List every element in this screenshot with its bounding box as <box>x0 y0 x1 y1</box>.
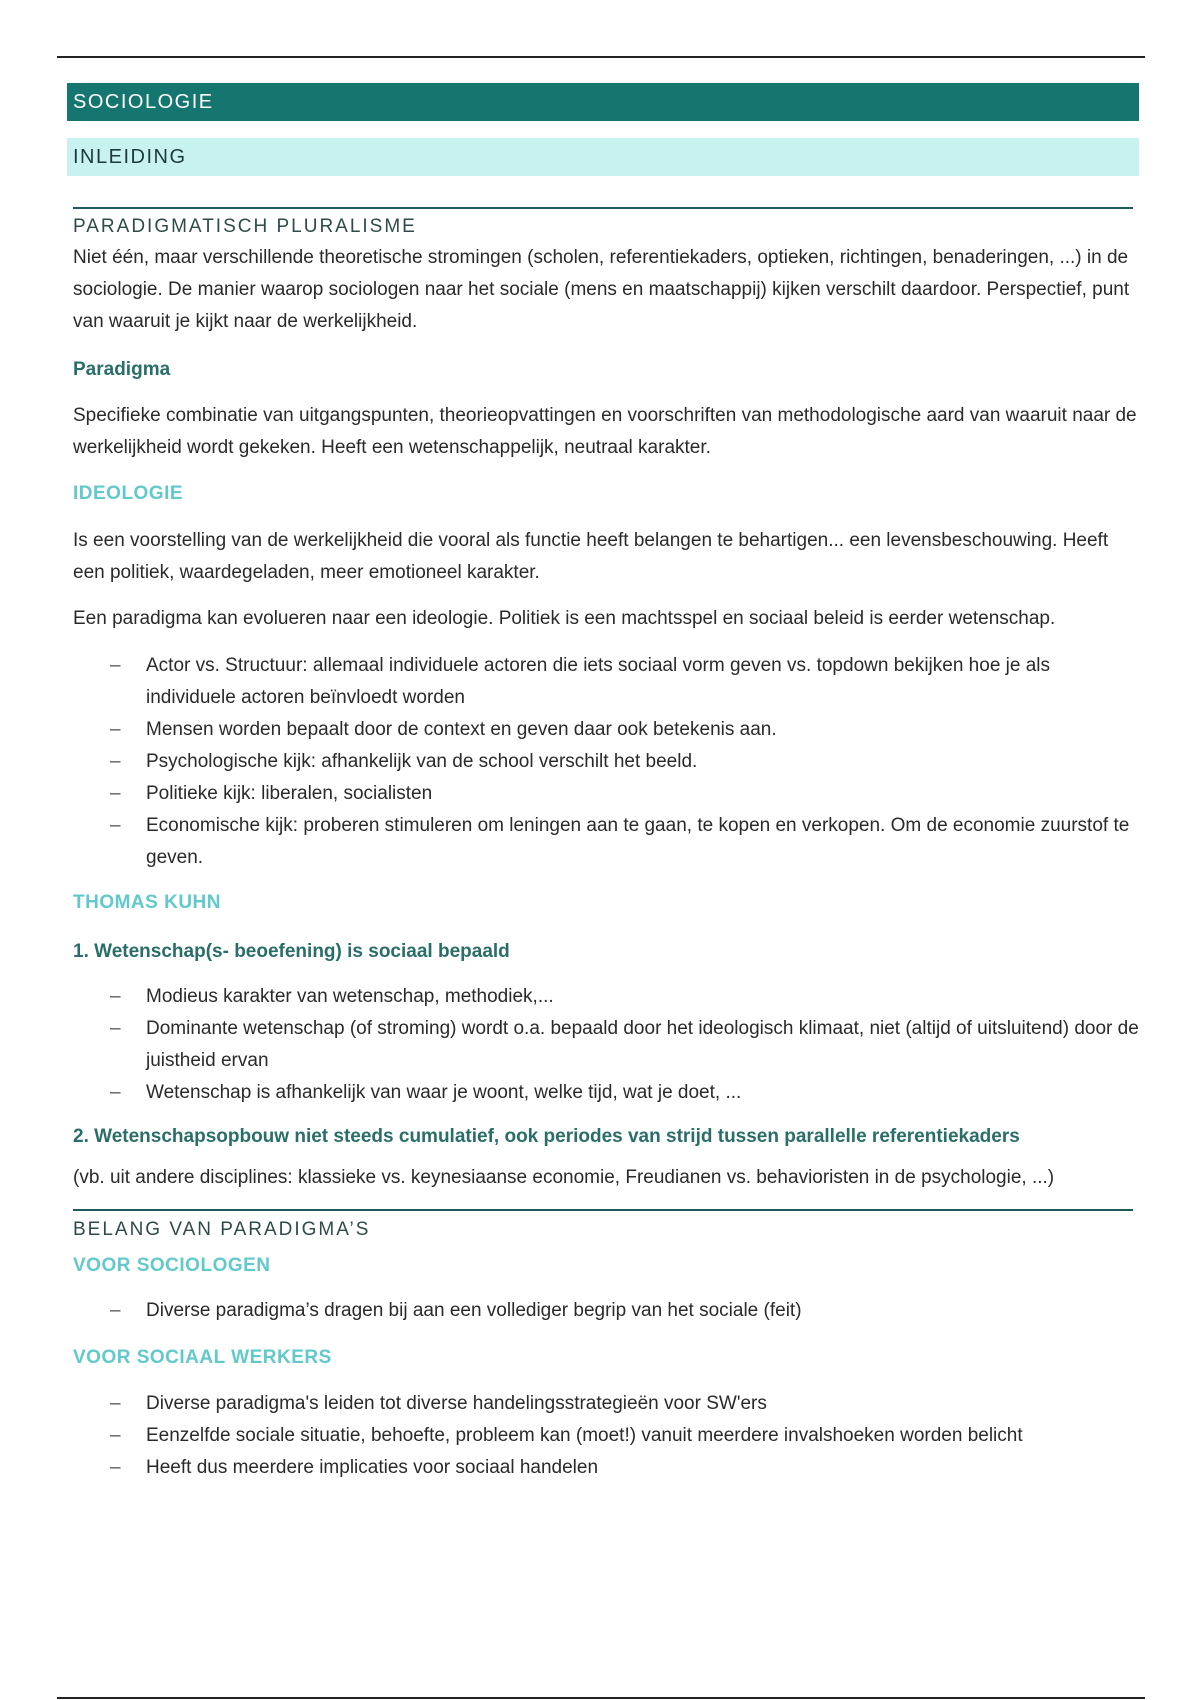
kuhn-list <box>73 981 1139 1109</box>
list-item: – Diverse paradigma’s dragen bij aan een vollediger begrip van het sociale (feit) <box>73 1295 1139 1327</box>
kuhn-example-paragraph: (vb. uit andere disciplines: klassieke vs. keynesiaanse economie, Freudianen vs. behavioristen in de psychologie, ...) <box>73 1167 1055 1188</box>
list-item: – Politieke kijk: liberalen, socialisten <box>73 778 1139 810</box>
document-content <box>67 83 1139 1484</box>
list-item: – Dominante wetenschap (of stroming) wordt o.a. bepaald door het ideologisch klimaat, niet (altijd of uitsluitend) door de juistheid ervan <box>73 1013 1139 1077</box>
section-title-paradigmatisch: PARADIGMATISCH PLURALISME <box>73 216 417 237</box>
kuhn-heading: THOMAS KUHN <box>73 892 221 913</box>
section-divider <box>73 207 1133 209</box>
list-item: – Heeft dus meerdere implicaties voor sociaal handelen <box>73 1452 1139 1484</box>
paradigma-paragraph: Specifieke combinatie van uitgangspunten, theorieopvattingen en voorschriften van methodologische aard van waaruit naar de werkelijkheid wordt gekeken. Heeft een wetenschappelijk, neutraal karakter. <box>73 405 1137 458</box>
list-item: – Economische kijk: proberen stimuleren om leningen aan te gaan, te kopen en verkopen. Om de economie zuurstof te geven. <box>73 810 1139 874</box>
paradigma-heading: Paradigma <box>73 359 171 380</box>
sociologen-heading: VOOR SOCIOLOGEN <box>73 1255 271 1276</box>
page-bottom-rule <box>57 1697 1145 1699</box>
list-item: – Actor vs. Structuur: allemaal individuele actoren die iets sociaal vorm geven vs. topdown bekijken hoe je als individuele actoren beïnvloedt worden <box>73 650 1139 714</box>
perspectives-list <box>73 650 1139 874</box>
list-item: – Mensen worden bepaalt door de context en geven daar ook betekenis aan. <box>73 714 1139 746</box>
sociologen-list <box>73 1295 1139 1327</box>
section-divider <box>73 1209 1133 1211</box>
list-item: – Diverse paradigma's leiden tot diverse handelingsstrategieën voor SW'ers <box>73 1388 1139 1420</box>
section-title-belang: BELANG VAN PARADIGMA’S <box>73 1219 371 1240</box>
werkers-list <box>73 1388 1139 1484</box>
page-top-rule <box>57 56 1145 58</box>
list-item: – Psychologische kijk: afhankelijk van de school verschilt het beeld. <box>73 746 1139 778</box>
intro-paragraph: Niet één, maar verschillende theoretische stromingen (scholen, referentiekaders, optieken, richtingen, benaderingen, ...) in de sociologie. De manier waarop sociologen naar het sociale (mens en maatschappij) kijken verschilt daardoor. Perspectief, punt van waaruit je kijkt naar de werkelijkheid. <box>73 247 1130 332</box>
list-item: – Modieus karakter van wetenschap, methodiek,... <box>73 981 1139 1013</box>
werkers-heading: VOOR SOCIAAL WERKERS <box>73 1347 332 1368</box>
kuhn-point-1: 1. Wetenschap(s- beoefening) is sociaal bepaald <box>73 941 510 962</box>
kuhn-point-2: 2. Wetenschapsopbouw niet steeds cumulatief, ook periodes van strijd tussen parallelle referentiekaders <box>73 1126 1020 1147</box>
evolutie-paragraph: Een paradigma kan evolueren naar een ideologie. Politiek is een machtsspel en sociaal beleid is eerder wetenschap. <box>73 608 1056 629</box>
list-item: – Wetenschap is afhankelijk van waar je woont, welke tijd, wat je doet, ... <box>73 1077 1139 1109</box>
ideologie-paragraph: Is een voorstelling van de werkelijkheid die vooral als functie heeft belangen te behartigen... een levensbeschouwing. Heeft een politiek, waardegeladen, meer emotioneel karakter. <box>73 530 1109 583</box>
list-item: – Eenzelfde sociale situatie, behoefte, probleem kan (moet!) vanuit meerdere invalshoeken worden belicht <box>73 1420 1139 1452</box>
chapter-heading-band: INLEIDING <box>67 138 1139 176</box>
ideologie-heading: IDEOLOGIE <box>73 483 184 504</box>
document-title-band: SOCIOLOGIE <box>67 83 1139 121</box>
